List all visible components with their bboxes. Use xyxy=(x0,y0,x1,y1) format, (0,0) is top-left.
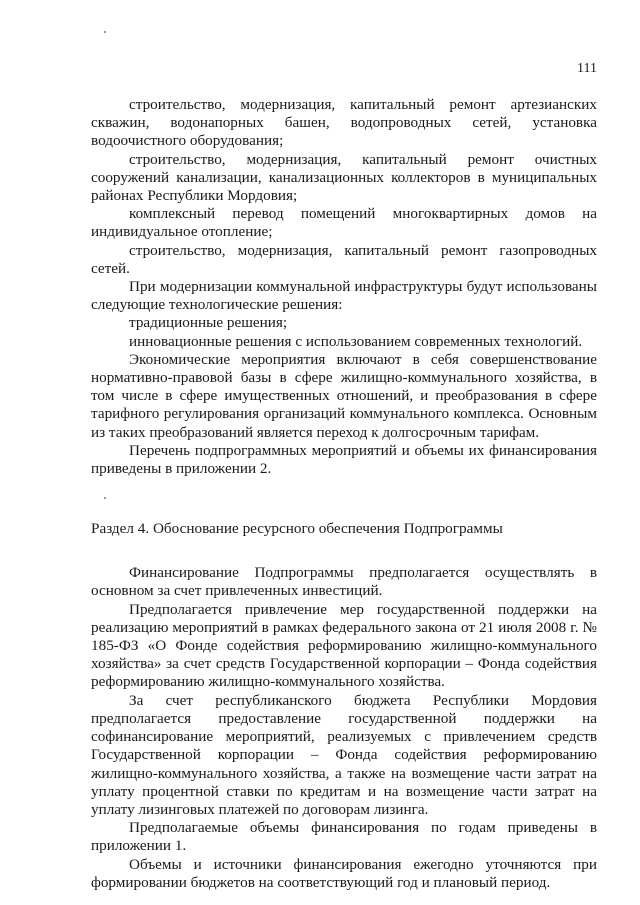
paragraph: Экономические мероприятия включают в себя совершенствование нормативно-правовой базы в сфере жилищно-коммунального хозяйства, в том числе в сфере имущественных отношений, и преобразования в сфере тарифного регулирования организаций коммунального комплекса. Основным из таких преобразований является переход к долгосрочным тарифам. xyxy=(91,350,597,441)
paragraph: При модернизации коммунальной инфраструктуры будут использованы следующие технологические решения: xyxy=(91,278,597,314)
paragraph: строительство, модернизация, капитальный ремонт артезианских скважин, водонапорных башен, водопроводных сетей, установка водоочистного оборудования; xyxy=(91,96,597,150)
paragraph: традиционные решения; xyxy=(129,314,288,332)
paragraph: инновационные решения с использованием современных технологий. xyxy=(129,332,583,350)
paragraph: Перечень подпрограммных мероприятий и объемы их финансирования приведены в приложении 2. xyxy=(91,441,597,478)
paragraph: строительство, модернизация, капитальный ремонт газопроводных сетей. xyxy=(91,241,597,277)
scan-speck xyxy=(104,31,106,33)
paragraph: Финансирование Подпрограммы предполагается осуществлять в основном за счет привлеченных инвестиций. xyxy=(91,564,597,600)
paragraph: Предполагается привлечение мер государственной поддержки на реализацию мероприятий в рамках федерального закона от 21 июля 2008 г. № 185-ФЗ «О Фонде содействия реформированию жилищно-коммунального хозяйства» за счет средств Государственной корпорации – Фонда содействия реформированию жилищно-коммунального хозяйства. xyxy=(91,600,597,691)
paragraph: строительство, модернизация, капитальный ремонт очистных сооружений канализации, канализационных коллекторов в муниципальных районах Республики Мордовия; xyxy=(91,150,597,205)
paragraph: За счет республиканского бюджета Республики Мордовия предполагается предоставление государственной поддержки на софинансирование мероприятий, реализуемых с привлечением средств Государственной корпорации – Фонда содействия реформированию жилищно-коммунального хозяйства, а также на возмещение части затрат на уплату процентной ставки по кредитам и на возмещение части затрат на уплату лизинговых платежей по договорам лизинга. xyxy=(91,691,597,818)
paragraph: Предполагаемые объемы финансирования по годам приведены в приложении 1. xyxy=(91,819,597,855)
document-body xyxy=(91,96,597,892)
paragraph: Объемы и источники финансирования ежегодно уточняются при формировании бюджетов на соответствующий год и плановый период. xyxy=(91,855,597,891)
paragraph: комплексный перевод помещений многоквартирных домов на индивидуальное отопление; xyxy=(91,205,597,241)
section-heading: Раздел 4. Обоснование ресурсного обеспечения Подпрограммы xyxy=(91,520,503,538)
page-number: 111 xyxy=(577,61,597,76)
